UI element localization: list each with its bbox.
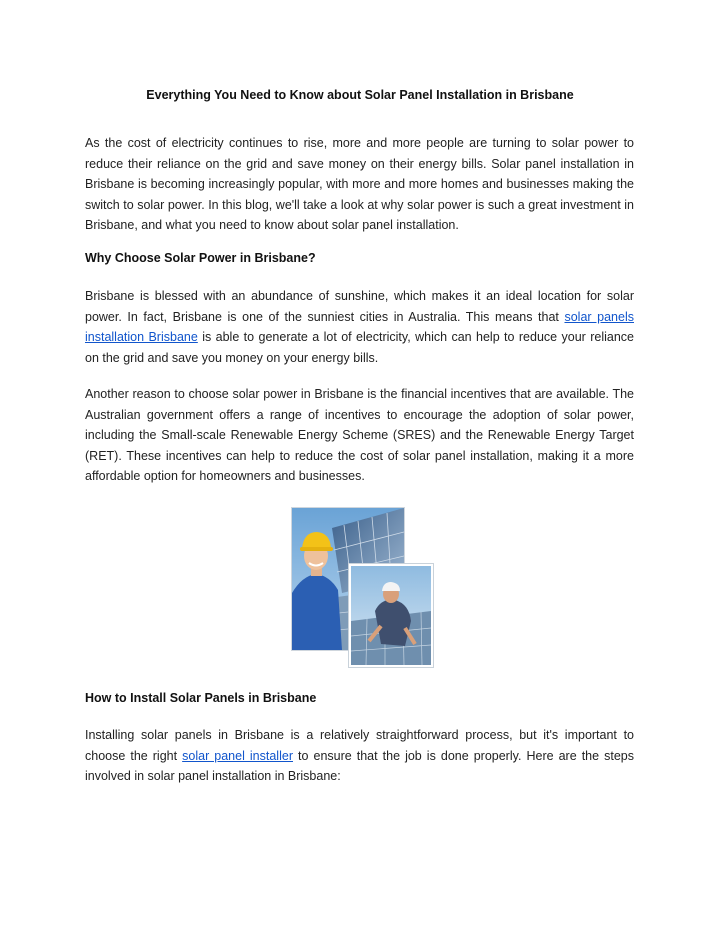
- solar-panel-installer-link[interactable]: solar panel installer: [182, 748, 293, 763]
- intro-paragraph: As the cost of electricity continues to rise, more and more people are turning to solar power to reduce their reliance on the grid and save money on their energy bills. Solar panel installation in Brisbane is becoming increasingly popular, with more and more homes and businesses making the switch to solar power. In this blog, we'll take a look at why solar power is such a great investment in Brisbane, and what you need to know about solar panel installation.: [85, 136, 634, 233]
- paragraph-text: Installing solar panels in Brisbane is a relatively straightforward process, but it's important to choose the right: [85, 728, 634, 763]
- page-title: Everything You Need to Know about Solar Panel Installation in Brisbane: [146, 88, 574, 102]
- section-heading-how-to-install: How to Install Solar Panels in Brisbane: [85, 691, 317, 705]
- installer-on-roof-photo: [349, 564, 433, 667]
- paragraph-text: is able to generate a lot of electricity, which can help to reduce your reliance on the grid and save you money on your energy bills.: [85, 330, 634, 365]
- solar-panels-installation-link[interactable]: solar panels installation Brisbane: [85, 309, 634, 345]
- why-solar-paragraph-1: [85, 286, 634, 368]
- section-heading-why-solar: Why Choose Solar Power in Brisbane?: [85, 251, 316, 265]
- why-solar-paragraph-2: Another reason to choose solar power in Brisbane is the financial incentives that are available. The Australian government offers a range of incentives to encourage the adoption of solar power, including the Small-scale Renewable Energy Scheme (SRES) and the Renewable Energy Target (RET). These incentives can help to reduce the cost of solar panel installation, making it a more affordable option for homeowners and businesses.: [85, 387, 634, 484]
- how-to-install-paragraph: [85, 725, 634, 787]
- solar-installer-photo-collage: [287, 505, 433, 665]
- paragraph-text: Brisbane is blessed with an abundance of sunshine, which makes it an ideal location for solar power. In fact, Brisbane is one of the sunniest cities in Australia. This means that: [85, 289, 634, 324]
- paragraph-text: to ensure that the job is done properly. Here are the steps involved in solar panel installation in Brisbane:: [85, 748, 635, 784]
